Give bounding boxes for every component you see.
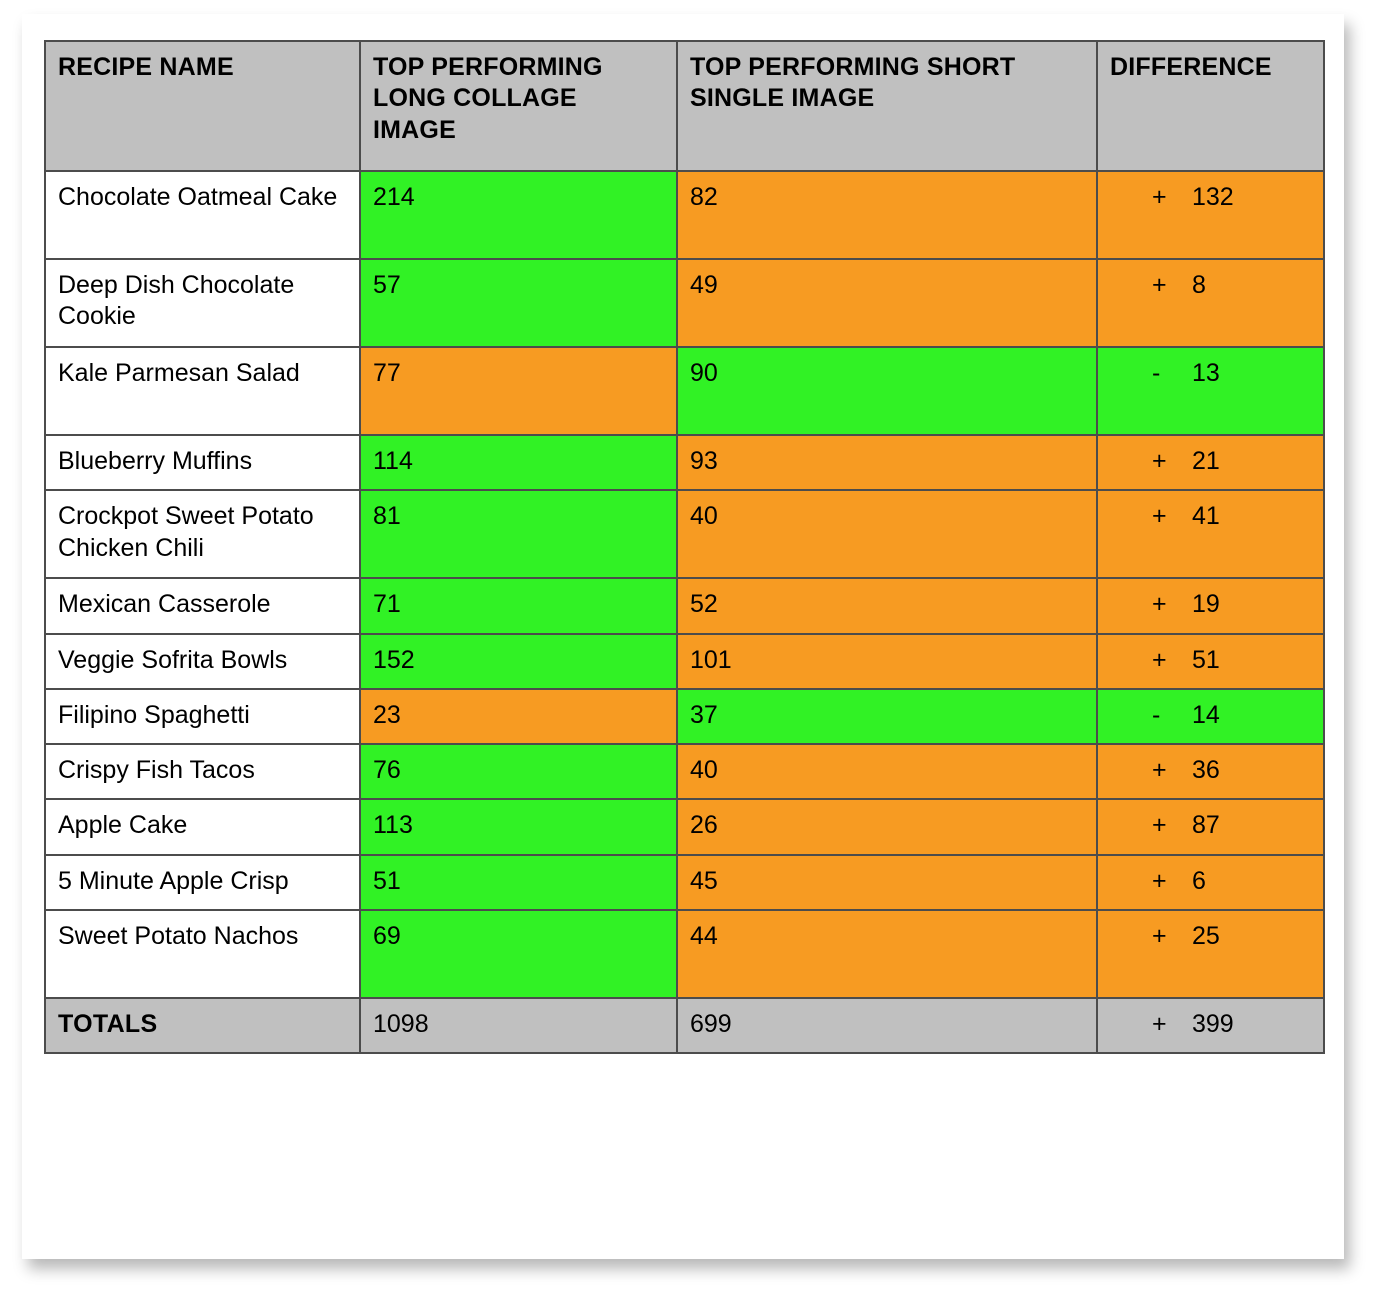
cell-difference	[1097, 578, 1324, 633]
cell-difference	[1097, 347, 1324, 435]
cell-difference	[1097, 490, 1324, 578]
cell-long-collage: 69	[360, 910, 677, 998]
cell-short-single: 93	[677, 435, 1097, 490]
cell-long-collage: 114	[360, 435, 677, 490]
difference-sign: +	[1152, 866, 1167, 895]
cell-difference	[1097, 744, 1324, 799]
table-row	[45, 171, 1324, 259]
cell-short-single: 82	[677, 171, 1097, 259]
table-row	[45, 855, 1324, 910]
cell-recipe-name: Filipino Spaghetti	[45, 689, 360, 744]
table-body	[45, 171, 1324, 1053]
difference-sign: +	[1152, 502, 1167, 531]
cell-difference	[1097, 435, 1324, 490]
difference-value: 25	[1192, 921, 1220, 950]
cell-difference	[1097, 855, 1324, 910]
cell-short-single: 52	[677, 578, 1097, 633]
cell-short-single: 90	[677, 347, 1097, 435]
cell-long-collage: 214	[360, 171, 677, 259]
difference-value: 6	[1192, 866, 1206, 895]
cell-recipe-name: Crockpot Sweet Potato Chicken Chili	[45, 490, 360, 578]
table-row	[45, 578, 1324, 633]
difference-value: 14	[1192, 700, 1220, 729]
table-row	[45, 259, 1324, 347]
recipe-performance-table	[44, 40, 1325, 1054]
difference-sign: +	[1152, 271, 1167, 299]
cell-long-collage: 81	[360, 490, 677, 578]
difference-value: 41	[1192, 502, 1220, 531]
cell-recipe-name: Chocolate Oatmeal Cake	[45, 171, 360, 259]
cell-short-single: 26	[677, 799, 1097, 854]
cell-difference	[1097, 259, 1324, 347]
cell-short-single: 44	[677, 910, 1097, 998]
difference-value: 132	[1192, 183, 1234, 211]
table-row	[45, 490, 1324, 578]
cell-long-collage: 77	[360, 347, 677, 435]
difference-value: 399	[1192, 1009, 1234, 1038]
cell-short-single: 45	[677, 855, 1097, 910]
difference-sign: +	[1152, 921, 1167, 950]
cell-totals-difference	[1097, 998, 1324, 1053]
cell-totals-long: 1098	[360, 998, 677, 1053]
cell-long-collage: 23	[360, 689, 677, 744]
cell-short-single: 49	[677, 259, 1097, 347]
header-difference: DIFFERENCE	[1097, 41, 1324, 171]
cell-long-collage: 57	[360, 259, 677, 347]
cell-short-single: 40	[677, 744, 1097, 799]
cell-difference	[1097, 689, 1324, 744]
difference-sign: +	[1152, 1009, 1167, 1038]
header-long-collage: TOP PERFORMING LONG COLLAGE IMAGE	[360, 41, 677, 171]
difference-sign: +	[1152, 590, 1167, 619]
difference-sign: -	[1152, 359, 1161, 387]
difference-sign: -	[1152, 700, 1161, 729]
difference-value: 13	[1192, 359, 1220, 387]
cell-recipe-name: Blueberry Muffins	[45, 435, 360, 490]
difference-value: 87	[1192, 811, 1220, 840]
difference-sign: +	[1152, 183, 1167, 211]
difference-value: 36	[1192, 756, 1220, 784]
difference-value: 21	[1192, 447, 1220, 475]
cell-recipe-name: 5 Minute Apple Crisp	[45, 855, 360, 910]
cell-recipe-name: Apple Cake	[45, 799, 360, 854]
cell-recipe-name: Kale Parmesan Salad	[45, 347, 360, 435]
difference-sign: +	[1152, 645, 1167, 674]
table-row	[45, 910, 1324, 998]
cell-difference	[1097, 910, 1324, 998]
cell-short-single: 37	[677, 689, 1097, 744]
table-row	[45, 435, 1324, 490]
header-short-single: TOP PERFORMING SHORT SINGLE IMAGE	[677, 41, 1097, 171]
table-row	[45, 347, 1324, 435]
cell-totals-label: TOTALS	[45, 998, 360, 1053]
cell-difference	[1097, 799, 1324, 854]
totals-row	[45, 998, 1324, 1053]
header-row	[45, 41, 1324, 171]
cell-difference	[1097, 171, 1324, 259]
cell-recipe-name: Sweet Potato Nachos	[45, 910, 360, 998]
cell-recipe-name: Crispy Fish Tacos	[45, 744, 360, 799]
cell-recipe-name: Veggie Sofrita Bowls	[45, 634, 360, 689]
cell-long-collage: 51	[360, 855, 677, 910]
difference-value: 8	[1192, 271, 1206, 299]
cell-totals-short: 699	[677, 998, 1097, 1053]
difference-sign: +	[1152, 447, 1167, 475]
cell-short-single: 101	[677, 634, 1097, 689]
table-row	[45, 689, 1324, 744]
difference-sign: +	[1152, 756, 1167, 784]
difference-value: 51	[1192, 645, 1220, 674]
cell-recipe-name: Deep Dish Chocolate Cookie	[45, 259, 360, 347]
cell-difference	[1097, 634, 1324, 689]
difference-sign: +	[1152, 811, 1167, 840]
table-row	[45, 799, 1324, 854]
header-recipe-name: RECIPE NAME	[45, 41, 360, 171]
cell-long-collage: 152	[360, 634, 677, 689]
table-header	[45, 41, 1324, 171]
cell-long-collage: 76	[360, 744, 677, 799]
table-row	[45, 744, 1324, 799]
cell-long-collage: 71	[360, 578, 677, 633]
cell-short-single: 40	[677, 490, 1097, 578]
table-row	[45, 634, 1324, 689]
difference-value: 19	[1192, 590, 1220, 619]
cell-recipe-name: Mexican Casserole	[45, 578, 360, 633]
cell-long-collage: 113	[360, 799, 677, 854]
